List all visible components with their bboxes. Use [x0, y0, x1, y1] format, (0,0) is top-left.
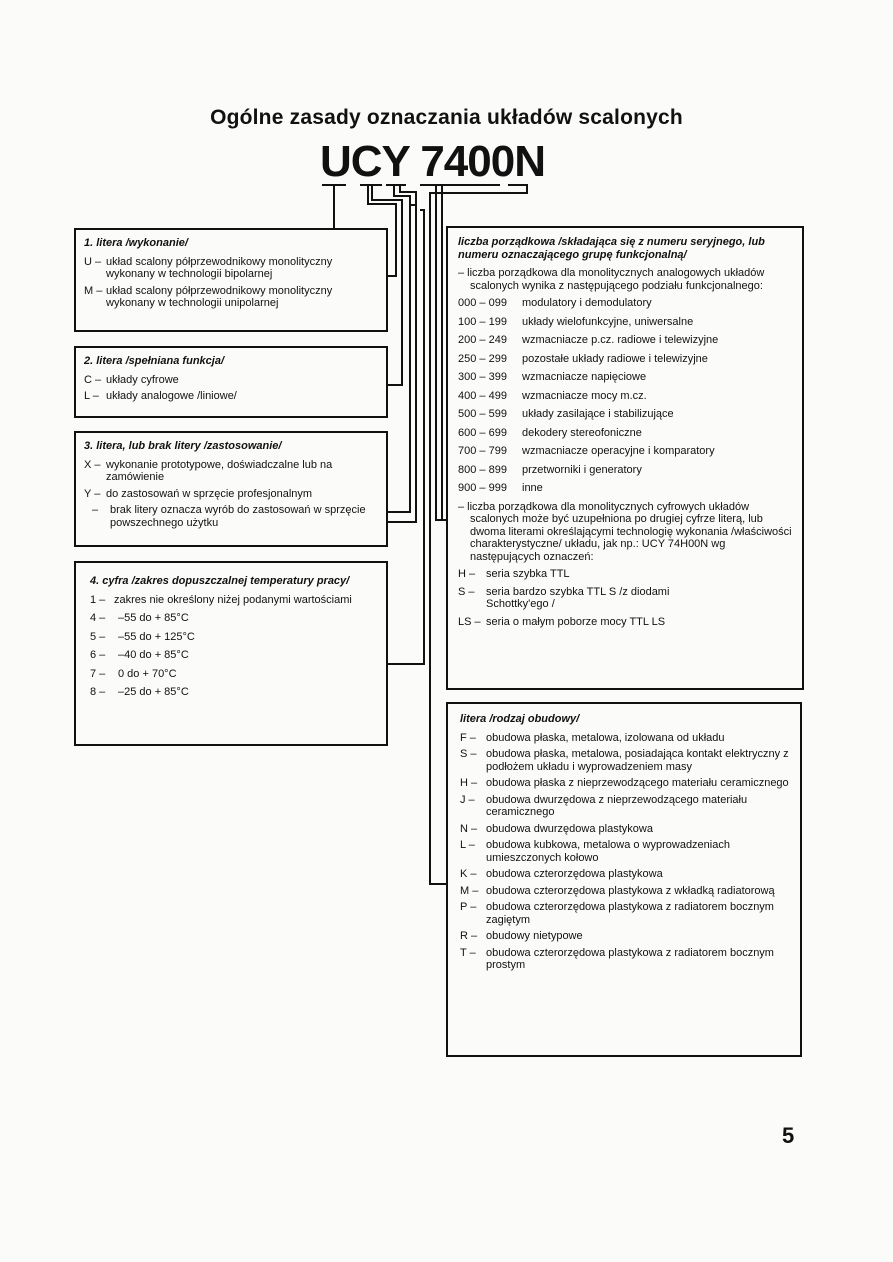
box-wykonanie [74, 228, 388, 332]
item-text: obudowa płaska, metalowa, izolowana od układu [486, 731, 725, 744]
range-text: modulatory i demodulatory [522, 297, 652, 309]
package-list [460, 732, 792, 972]
item-text: obudowa kubkowa, metalowa o wyprowadzeniach umieszczonych kołowo [486, 839, 730, 864]
box-header: litera /rodzaj obudowy/ [460, 713, 580, 725]
item-key: K – [460, 868, 477, 880]
range-row [458, 464, 792, 477]
list-item [84, 390, 378, 403]
item-key: 8 – [90, 686, 106, 698]
series-key: LS – [458, 615, 481, 628]
item-key: Y – [84, 487, 101, 500]
series-row [458, 616, 792, 629]
item-key: J – [460, 793, 475, 806]
box-header: 2. litera /spełniana funkcja/ [84, 355, 224, 367]
range-text: przetworniki i generatory [522, 463, 642, 476]
list-item [460, 732, 792, 745]
list-item [84, 374, 378, 387]
list-item [90, 649, 372, 662]
item-key: S – [460, 748, 477, 760]
list-item [460, 885, 792, 898]
list-item [90, 686, 372, 699]
box-funkcja [74, 346, 388, 418]
list-item [84, 285, 378, 310]
list-item [84, 488, 378, 501]
item-text: obudowa płaska z nieprzewodzącego materiału ceramicznego [486, 777, 789, 789]
item-key: H – [460, 777, 478, 789]
list-item [460, 868, 792, 881]
item-key: F – [460, 731, 476, 744]
item-text: zakres nie określony niżej podanymi wartościami [114, 593, 352, 606]
item-text: wykonanie prototypowe, doświadczalne lub na zamówienie [106, 458, 333, 483]
item-text: obudowa czterorzędowa plastykowa [486, 868, 663, 880]
item-text: układ scalony półprzewodnikowy monolityczny wykonany w technologii unipolarnej [106, 284, 333, 309]
item-text: obudowa czterorzędowa plastykowa z radiatorem bocznym prostym [486, 946, 774, 971]
item-key: L – [460, 839, 475, 851]
box-header: 3. litera, lub brak litery /zastosowanie/ [84, 440, 282, 452]
item-key: U – [84, 255, 102, 268]
item-text: układy analogowe /liniowe/ [106, 390, 237, 402]
range-key: 800 – 899 [458, 463, 507, 476]
box-header: liczba porządkowa /składająca się z numeru seryjnego, lub numeru oznaczającego grupę funkcjonalną/ [458, 236, 765, 261]
item-text: obudowa dwurzędowa z nieprzewodzącego materiału ceramicznego [486, 793, 748, 818]
list-item [460, 823, 792, 836]
example-code: UCY 7400N [320, 137, 545, 186]
item-text: brak litery oznacza wyrób do zastosowań w sprzęcie powszechnego użytku [110, 504, 366, 529]
item-text: obudowa płaska, metalowa, posiadająca kontakt elektryczny z podłożem układu i wyprowadzeniem masy [486, 748, 789, 773]
list-item [84, 504, 378, 529]
item-key: 4 – [90, 612, 106, 624]
item-key: C – [84, 373, 102, 386]
series-row [458, 568, 792, 581]
box-liczba-porzadkowa [446, 226, 804, 690]
item-text: –25 do + 85°C [118, 686, 189, 698]
item-text: –40 do + 85°C [118, 649, 189, 661]
item-text: –55 do + 85°C [118, 612, 189, 624]
range-key: 500 – 599 [458, 408, 507, 420]
box-obudowa [446, 702, 802, 1057]
range-text: dekodery stereofoniczne [522, 426, 642, 439]
range-key: 900 – 999 [458, 482, 507, 494]
item-key: 5 – [90, 630, 106, 643]
page-number: 5 [782, 1123, 795, 1148]
item-text: obudowa czterorzędowa plastykowa z wkładką radiatorową [486, 884, 775, 897]
range-key: 200 – 249 [458, 334, 507, 346]
box-header: 4. cyfra /zakres dopuszczalnej temperatury pracy/ [90, 575, 350, 587]
range-key: 100 – 199 [458, 315, 507, 328]
box-temperatura [74, 561, 388, 746]
list-item [90, 612, 372, 625]
list-item [84, 459, 378, 484]
range-row [458, 297, 792, 310]
range-row [458, 390, 792, 403]
page-title: Ogólne zasady oznaczania układów scalonych [210, 106, 683, 129]
range-row [458, 334, 792, 347]
series-key: H – [458, 568, 476, 580]
list-item [460, 901, 792, 926]
range-text: inne [522, 482, 543, 494]
range-text: wzmacniacze p.cz. radiowe i telewizyjne [522, 334, 719, 346]
list-item [460, 748, 792, 773]
range-row [458, 482, 792, 495]
range-key: 600 – 699 [458, 426, 507, 439]
box-zastosowanie [74, 431, 388, 547]
box-header: 1. litera /wykonanie/ [84, 237, 188, 249]
list-item [90, 594, 372, 607]
item-text: –55 do + 125°C [118, 630, 195, 643]
list-item [84, 256, 378, 281]
list-item [90, 631, 372, 644]
range-text: pozostałe układy radiowe i telewizyjne [522, 352, 708, 365]
item-key: X – [84, 458, 101, 471]
range-text: układy zasilające i stabilizujące [522, 408, 674, 420]
item-text: układy cyfrowe [106, 373, 179, 386]
range-key: 000 – 099 [458, 297, 507, 309]
range-row [458, 353, 792, 366]
range-row [458, 371, 792, 384]
item-key: L – [84, 390, 99, 402]
digital-note: – liczba porządkowa dla monolitycznych cyfrowych układów scalonych może być uzupełniona po drugiej cyfrze literą, lub dwoma literami określającymi technologię wykonania /właściwości charakterystyczne/ układu, jak np.: UCY 74H00N wg następujących oznaczeń: [458, 500, 792, 563]
item-text: obudowy nietypowe [486, 930, 583, 942]
item-text: układ scalony półprzewodnikowy monolityczny wykonany w technologii bipolarnej [106, 255, 333, 280]
list-item [460, 930, 792, 943]
range-text: układy wielofunkcyjne, uniwersalne [522, 315, 694, 328]
intro-text: – liczba porządkowa dla monolitycznych analogowych układów scalonych wynika z następującego podziału funkcjonalnego: [458, 267, 765, 292]
list-item [90, 668, 372, 681]
range-row [458, 427, 792, 440]
series-text: seria szybka TTL [486, 568, 570, 580]
range-row [458, 316, 792, 329]
item-text: 0 do + 70°C [118, 667, 177, 680]
series-row [458, 586, 792, 611]
range-key: 400 – 499 [458, 389, 507, 402]
ranges-list [458, 297, 792, 495]
range-text: wzmacniacze mocy m.cz. [522, 389, 647, 402]
item-text: obudowa czterorzędowa plastykowa z radiatorem bocznym zagiętym [486, 901, 774, 926]
item-key: 6 – [90, 649, 106, 661]
item-key: 7 – [90, 667, 106, 680]
item-text: do zastosowań w sprzęcie profesjonalnym [106, 487, 313, 500]
item-text: obudowa dwurzędowa plastykowa [486, 822, 653, 835]
series-text: seria bardzo szybka TTL S /z diodami Schottky'ego / [486, 585, 670, 610]
series-text: seria o małym poborze mocy TTL LS [486, 615, 666, 628]
item-key: P – [460, 901, 477, 913]
range-row [458, 408, 792, 421]
item-key: 1 – [90, 593, 106, 606]
item-key: T – [460, 946, 476, 959]
item-key: – [92, 504, 99, 516]
list-item [460, 947, 792, 972]
series-key: S – [458, 585, 475, 598]
range-key: 700 – 799 [458, 445, 507, 457]
range-key: 300 – 399 [458, 371, 507, 383]
item-key: M – [84, 284, 103, 297]
range-row [458, 445, 792, 458]
range-text: wzmacniacze napięciowe [522, 371, 647, 383]
list-item [460, 777, 792, 790]
list-item [460, 794, 792, 819]
range-key: 250 – 299 [458, 352, 507, 365]
item-key: R – [460, 930, 478, 942]
item-key: M – [460, 884, 479, 897]
item-key: N – [460, 822, 478, 835]
range-text: wzmacniacze operacyjne i komparatory [522, 445, 715, 457]
list-item [460, 839, 792, 864]
